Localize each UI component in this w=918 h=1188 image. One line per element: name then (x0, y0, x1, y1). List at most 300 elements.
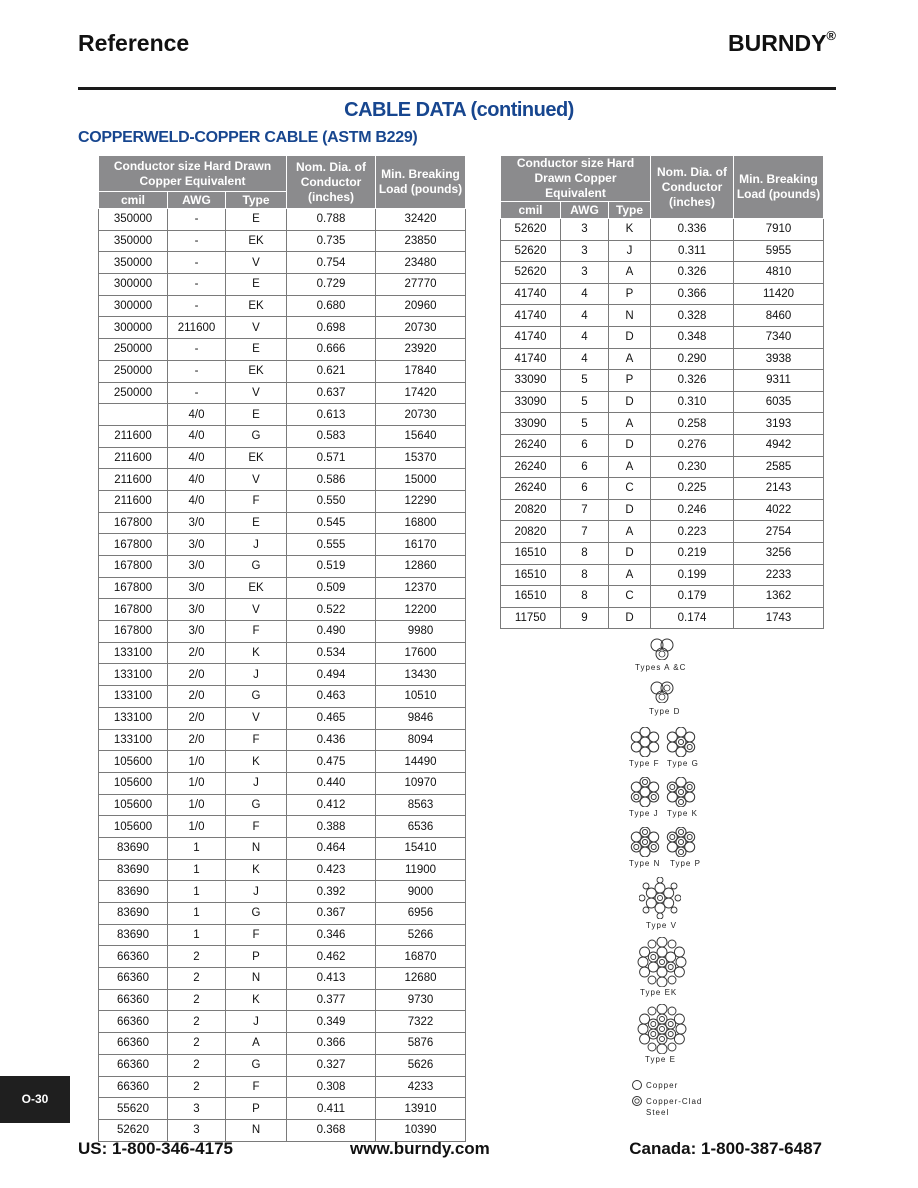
diameter-cell: 0.328 (651, 305, 734, 327)
type-cell: G (226, 425, 287, 447)
diameter-cell: 0.464 (287, 837, 376, 859)
awg-cell: 4/0 (168, 490, 226, 512)
type-e-strand-icon (637, 1004, 687, 1054)
awg-cell: 8 (561, 542, 609, 564)
type-f-strand-icon (630, 727, 660, 757)
diameter-cell: 0.366 (651, 283, 734, 305)
type-cell: EK (226, 360, 287, 382)
table-row (501, 413, 824, 435)
awg-cell: 1/0 (168, 816, 226, 838)
type-cell: P (609, 370, 651, 392)
diameter-cell: 0.388 (287, 816, 376, 838)
website-link[interactable]: www.burndy.com (350, 1139, 490, 1158)
type-d-strand-icon (648, 679, 678, 703)
diameter-cell: 0.349 (287, 1011, 376, 1033)
table-row (99, 360, 466, 382)
breaking-load-cell: 13910 (376, 1098, 466, 1120)
diameter-cell: 0.754 (287, 252, 376, 274)
awg-cell: - (168, 274, 226, 296)
diameter-cell: 0.348 (651, 326, 734, 348)
cmil-cell: 211600 (99, 425, 168, 447)
cmil-cell: 167800 (99, 621, 168, 643)
awg-cell: 4/0 (168, 469, 226, 491)
awg-cell: 3/0 (168, 512, 226, 534)
breaking-load-cell: 3193 (734, 413, 824, 435)
cmil-cell: 105600 (99, 794, 168, 816)
table-row (501, 564, 824, 586)
cmil-cell: 105600 (99, 751, 168, 773)
awg-cell: 4/0 (168, 404, 226, 426)
type-d-label: Type D (649, 707, 681, 716)
breaking-load-cell: 16800 (376, 512, 466, 534)
cmil-cell: 300000 (99, 274, 168, 296)
cmil-cell: 167800 (99, 599, 168, 621)
table-row (99, 837, 466, 859)
table-row (99, 577, 466, 599)
type-cell: EK (226, 230, 287, 252)
diameter-cell: 0.327 (287, 1054, 376, 1076)
breaking-load-cell: 16170 (376, 534, 466, 556)
type-cell: C (609, 586, 651, 608)
awg-cell: 1/0 (168, 772, 226, 794)
nominal-diameter-header: Nom. Dia. of Conductor (inches) (651, 156, 734, 219)
breaking-load-cell: 15410 (376, 837, 466, 859)
cmil-cell: 20820 (501, 499, 561, 521)
breaking-load-cell: 20730 (376, 404, 466, 426)
type-cell: E (226, 209, 287, 231)
breaking-load-cell: 2233 (734, 564, 824, 586)
type-cell: P (226, 946, 287, 968)
breaking-load-cell: 8563 (376, 794, 466, 816)
diameter-cell: 0.462 (287, 946, 376, 968)
table-row (501, 607, 824, 629)
type-e-label: Type E (645, 1055, 676, 1064)
table-row (99, 469, 466, 491)
table-row (99, 729, 466, 751)
diameter-cell: 0.367 (287, 903, 376, 925)
table-row (99, 686, 466, 708)
cmil-cell: 16510 (501, 586, 561, 608)
cmil-cell: 105600 (99, 772, 168, 794)
breaking-load-cell: 9846 (376, 707, 466, 729)
cmil-cell: 66360 (99, 946, 168, 968)
breaking-load-cell: 12290 (376, 490, 466, 512)
type-cell: V (226, 317, 287, 339)
awg-cell: 2 (168, 968, 226, 990)
cmil-cell: 66360 (99, 1033, 168, 1055)
awg-cell: 2 (168, 1011, 226, 1033)
cmil-cell: 26240 (501, 456, 561, 478)
cmil-cell: 52620 (501, 240, 561, 262)
strand-type-diagram (622, 636, 712, 1120)
type-cell: G (226, 794, 287, 816)
breaking-load-cell: 14490 (376, 751, 466, 773)
types-ac-strand-icon (648, 636, 678, 660)
awg-cell: 5 (561, 413, 609, 435)
type-cell: D (609, 391, 651, 413)
type-cell: K (226, 989, 287, 1011)
cmil-cell: 83690 (99, 859, 168, 881)
type-cell: J (226, 772, 287, 794)
table-row (501, 586, 824, 608)
type-cell: V (226, 469, 287, 491)
breaking-load-cell: 20960 (376, 295, 466, 317)
type-cell: F (226, 490, 287, 512)
table-row (99, 425, 466, 447)
type-k-strand-icon (666, 777, 696, 807)
breaking-load-cell: 20730 (376, 317, 466, 339)
table-row (99, 924, 466, 946)
table-row (99, 556, 466, 578)
table-row (99, 230, 466, 252)
breaking-load-cell: 11900 (376, 859, 466, 881)
type-v-strand-icon (639, 877, 681, 919)
diameter-cell: 0.377 (287, 989, 376, 1011)
diameter-cell: 0.440 (287, 772, 376, 794)
breaking-load-cell: 23480 (376, 252, 466, 274)
table-row (501, 219, 824, 241)
awg-cell: 3 (561, 240, 609, 262)
diameter-cell: 0.179 (651, 586, 734, 608)
table-row (501, 542, 824, 564)
table-row (99, 816, 466, 838)
type-cell: N (226, 968, 287, 990)
diameter-cell: 0.411 (287, 1098, 376, 1120)
type-cell: V (226, 382, 287, 404)
awg-cell: 6 (561, 434, 609, 456)
type-f-label: Type F (629, 759, 660, 768)
diameter-cell: 0.368 (287, 1119, 376, 1141)
awg-cell: 2 (168, 1076, 226, 1098)
table-row (99, 404, 466, 426)
awg-cell: 8 (561, 564, 609, 586)
table-row (99, 1076, 466, 1098)
breaking-load-cell: 9730 (376, 989, 466, 1011)
cmil-cell: 83690 (99, 837, 168, 859)
awg-cell: 2/0 (168, 686, 226, 708)
awg-cell: 3 (561, 219, 609, 241)
table-row (99, 599, 466, 621)
awg-cell: 2/0 (168, 664, 226, 686)
table-row (99, 1098, 466, 1120)
diameter-cell: 0.621 (287, 360, 376, 382)
diameter-cell: 0.735 (287, 230, 376, 252)
type-ek-strand-icon (637, 937, 687, 987)
awg-cell: 211600 (168, 317, 226, 339)
cmil-cell: 350000 (99, 209, 168, 231)
breaking-load-cell: 11420 (734, 283, 824, 305)
page-number-tab: O-30 (0, 1076, 70, 1123)
cmil-cell: 33090 (501, 391, 561, 413)
breaking-load-cell: 4233 (376, 1076, 466, 1098)
type-cell: A (226, 1033, 287, 1055)
table-row (99, 1033, 466, 1055)
nominal-diameter-header: Nom. Dia. of Conductor (inches) (287, 156, 376, 209)
diameter-cell: 0.346 (287, 924, 376, 946)
awg-cell: - (168, 360, 226, 382)
table-row (99, 317, 466, 339)
diameter-cell: 0.698 (287, 317, 376, 339)
diameter-cell: 0.463 (287, 686, 376, 708)
type-cell: V (226, 252, 287, 274)
type-ek-label: Type EK (640, 988, 678, 997)
type-cell: C (609, 478, 651, 500)
cmil-cell: 133100 (99, 686, 168, 708)
table-row (501, 521, 824, 543)
awg-cell: 3 (168, 1098, 226, 1120)
registered-mark: ® (826, 28, 836, 43)
table-row (99, 1054, 466, 1076)
section-heading: Reference (78, 30, 190, 56)
diameter-cell: 0.258 (651, 413, 734, 435)
cmil-cell: 33090 (501, 370, 561, 392)
diameter-cell: 0.326 (651, 370, 734, 392)
diameter-cell: 0.555 (287, 534, 376, 556)
table-row (99, 1119, 466, 1141)
breaking-load-cell: 5955 (734, 240, 824, 262)
table-row (99, 382, 466, 404)
diameter-cell: 0.465 (287, 707, 376, 729)
table-row (501, 370, 824, 392)
awg-cell: 9 (561, 607, 609, 629)
table-row (99, 946, 466, 968)
awg-cell: 1/0 (168, 794, 226, 816)
type-cell: G (226, 903, 287, 925)
types-ac-label: Types A &C (635, 663, 687, 672)
type-cell: F (226, 621, 287, 643)
table-row (99, 794, 466, 816)
breaking-load-cell: 23850 (376, 230, 466, 252)
type-cell: G (226, 556, 287, 578)
diameter-cell: 0.366 (287, 1033, 376, 1055)
awg-cell: 2/0 (168, 729, 226, 751)
table-row (99, 295, 466, 317)
breaking-load-cell: 15640 (376, 425, 466, 447)
table-row (99, 772, 466, 794)
breaking-load-cell: 7340 (734, 326, 824, 348)
table-row (99, 534, 466, 556)
type-cell: A (609, 413, 651, 435)
breaking-load-cell: 7910 (734, 219, 824, 241)
awg-cell: 4/0 (168, 447, 226, 469)
awg-header: AWG (561, 202, 609, 219)
type-cell: J (226, 534, 287, 556)
breaking-load-cell: 12680 (376, 968, 466, 990)
cmil-cell: 41740 (501, 305, 561, 327)
cmil-cell: 52620 (99, 1119, 168, 1141)
diameter-cell: 0.276 (651, 434, 734, 456)
diameter-cell: 0.413 (287, 968, 376, 990)
awg-cell: 2 (168, 989, 226, 1011)
breaking-load-cell: 4022 (734, 499, 824, 521)
awg-cell: 3/0 (168, 577, 226, 599)
table-row (501, 456, 824, 478)
awg-cell: - (168, 252, 226, 274)
diameter-cell: 0.534 (287, 642, 376, 664)
diameter-cell: 0.230 (651, 456, 734, 478)
table-row (501, 283, 824, 305)
table-row (99, 621, 466, 643)
cmil-cell: 133100 (99, 729, 168, 751)
cmil-cell: 41740 (501, 348, 561, 370)
type-cell: EK (226, 447, 287, 469)
breaking-load-cell: 15370 (376, 447, 466, 469)
awg-cell: 4 (561, 348, 609, 370)
type-cell: K (226, 751, 287, 773)
us-phone: US: 1-800-346-4175 (78, 1139, 233, 1158)
cmil-cell (99, 404, 168, 426)
copper-clad-legend-label: Copper-Clad (646, 1097, 703, 1106)
cmil-cell: 33090 (501, 413, 561, 435)
diameter-cell: 0.219 (651, 542, 734, 564)
type-cell: G (226, 686, 287, 708)
table-row (99, 1011, 466, 1033)
canada-phone: Canada: 1-800-387-6487 (629, 1139, 822, 1158)
brand-name: BURNDY (728, 30, 827, 56)
breaking-load-cell: 32420 (376, 209, 466, 231)
cmil-cell: 211600 (99, 490, 168, 512)
cmil-cell: 16510 (501, 564, 561, 586)
cmil-cell: 83690 (99, 903, 168, 925)
table-row (99, 903, 466, 925)
type-cell: D (609, 326, 651, 348)
cmil-cell: 300000 (99, 317, 168, 339)
type-cell: G (226, 1054, 287, 1076)
steel-legend-label: Steel (646, 1108, 670, 1117)
type-cell: N (226, 1119, 287, 1141)
breaking-load-cell: 15000 (376, 469, 466, 491)
diameter-cell: 0.494 (287, 664, 376, 686)
cmil-header: cmil (99, 192, 168, 209)
cmil-cell: 167800 (99, 556, 168, 578)
diameter-cell: 0.326 (651, 262, 734, 284)
cmil-header: cmil (501, 202, 561, 219)
table-row (501, 262, 824, 284)
breaking-load-cell: 4810 (734, 262, 824, 284)
cmil-cell: 83690 (99, 924, 168, 946)
type-cell: P (226, 1098, 287, 1120)
diameter-cell: 0.223 (651, 521, 734, 543)
copper-clad-steel-legend-icon (631, 1095, 643, 1107)
breaking-load-cell: 12370 (376, 577, 466, 599)
diameter-cell: 0.637 (287, 382, 376, 404)
awg-cell: 1 (168, 859, 226, 881)
type-cell: J (226, 881, 287, 903)
awg-cell: 1/0 (168, 751, 226, 773)
awg-cell: 4/0 (168, 425, 226, 447)
breaking-load-cell: 12200 (376, 599, 466, 621)
table-row (501, 305, 824, 327)
awg-cell: - (168, 295, 226, 317)
breaking-load-cell: 9980 (376, 621, 466, 643)
breaking-load-cell: 2585 (734, 456, 824, 478)
cmil-cell: 66360 (99, 1076, 168, 1098)
breaking-load-cell: 6956 (376, 903, 466, 925)
breaking-load-cell: 1362 (734, 586, 824, 608)
breaking-load-cell: 10510 (376, 686, 466, 708)
breaking-load-cell: 7322 (376, 1011, 466, 1033)
cmil-cell: 52620 (501, 219, 561, 241)
breaking-load-cell: 16870 (376, 946, 466, 968)
table-row (501, 478, 824, 500)
table-row (99, 339, 466, 361)
diameter-cell: 0.412 (287, 794, 376, 816)
cmil-cell: 83690 (99, 881, 168, 903)
table-row (99, 968, 466, 990)
cmil-cell: 41740 (501, 283, 561, 305)
diameter-cell: 0.583 (287, 425, 376, 447)
awg-cell: 4 (561, 283, 609, 305)
awg-cell: 2 (168, 1054, 226, 1076)
diameter-cell: 0.290 (651, 348, 734, 370)
awg-cell: 1 (168, 924, 226, 946)
awg-cell: - (168, 382, 226, 404)
awg-cell: 2/0 (168, 642, 226, 664)
type-cell: A (609, 564, 651, 586)
type-cell: D (609, 607, 651, 629)
breaking-load-header: Min. Breaking Load (pounds) (376, 156, 466, 209)
type-header: Type (609, 202, 651, 219)
awg-cell: - (168, 230, 226, 252)
diameter-cell: 0.199 (651, 564, 734, 586)
diameter-cell: 0.522 (287, 599, 376, 621)
cmil-cell: 20820 (501, 521, 561, 543)
breaking-load-cell: 2143 (734, 478, 824, 500)
awg-cell: 3 (561, 262, 609, 284)
type-n-label: Type N (629, 859, 661, 868)
table-row (99, 642, 466, 664)
section-title: COPPERWELD-COPPER CABLE (ASTM B229) (78, 129, 418, 146)
cmil-cell: 66360 (99, 989, 168, 1011)
right-cable-table (500, 155, 824, 629)
brand-logo (728, 30, 836, 57)
diameter-cell: 0.311 (651, 240, 734, 262)
breaking-load-cell: 13430 (376, 664, 466, 686)
type-cell: D (609, 542, 651, 564)
page-title: CABLE DATA (continued) (344, 99, 574, 121)
type-cell: F (226, 924, 287, 946)
diameter-cell: 0.788 (287, 209, 376, 231)
table-row (501, 391, 824, 413)
table-row (99, 664, 466, 686)
type-cell: V (226, 707, 287, 729)
type-cell: N (609, 305, 651, 327)
cmil-cell: 11750 (501, 607, 561, 629)
table-row (99, 512, 466, 534)
table-row (99, 881, 466, 903)
diameter-cell: 0.680 (287, 295, 376, 317)
type-g-strand-icon (666, 727, 696, 757)
cmil-cell: 350000 (99, 252, 168, 274)
type-v-label: Type V (646, 921, 677, 930)
cmil-cell: 167800 (99, 577, 168, 599)
breaking-load-cell: 5876 (376, 1033, 466, 1055)
breaking-load-cell: 4942 (734, 434, 824, 456)
type-cell: E (226, 274, 287, 296)
awg-cell: 6 (561, 456, 609, 478)
breaking-load-cell: 8094 (376, 729, 466, 751)
awg-cell: 3/0 (168, 534, 226, 556)
cmil-cell: 52620 (501, 262, 561, 284)
type-cell: K (226, 859, 287, 881)
conductor-size-header: Conductor size Hard Drawn Copper Equivalent (501, 156, 651, 202)
cmil-cell: 167800 (99, 512, 168, 534)
awg-cell: 2/0 (168, 707, 226, 729)
cmil-cell: 16510 (501, 542, 561, 564)
diameter-cell: 0.613 (287, 404, 376, 426)
cmil-cell: 55620 (99, 1098, 168, 1120)
breaking-load-cell: 17840 (376, 360, 466, 382)
